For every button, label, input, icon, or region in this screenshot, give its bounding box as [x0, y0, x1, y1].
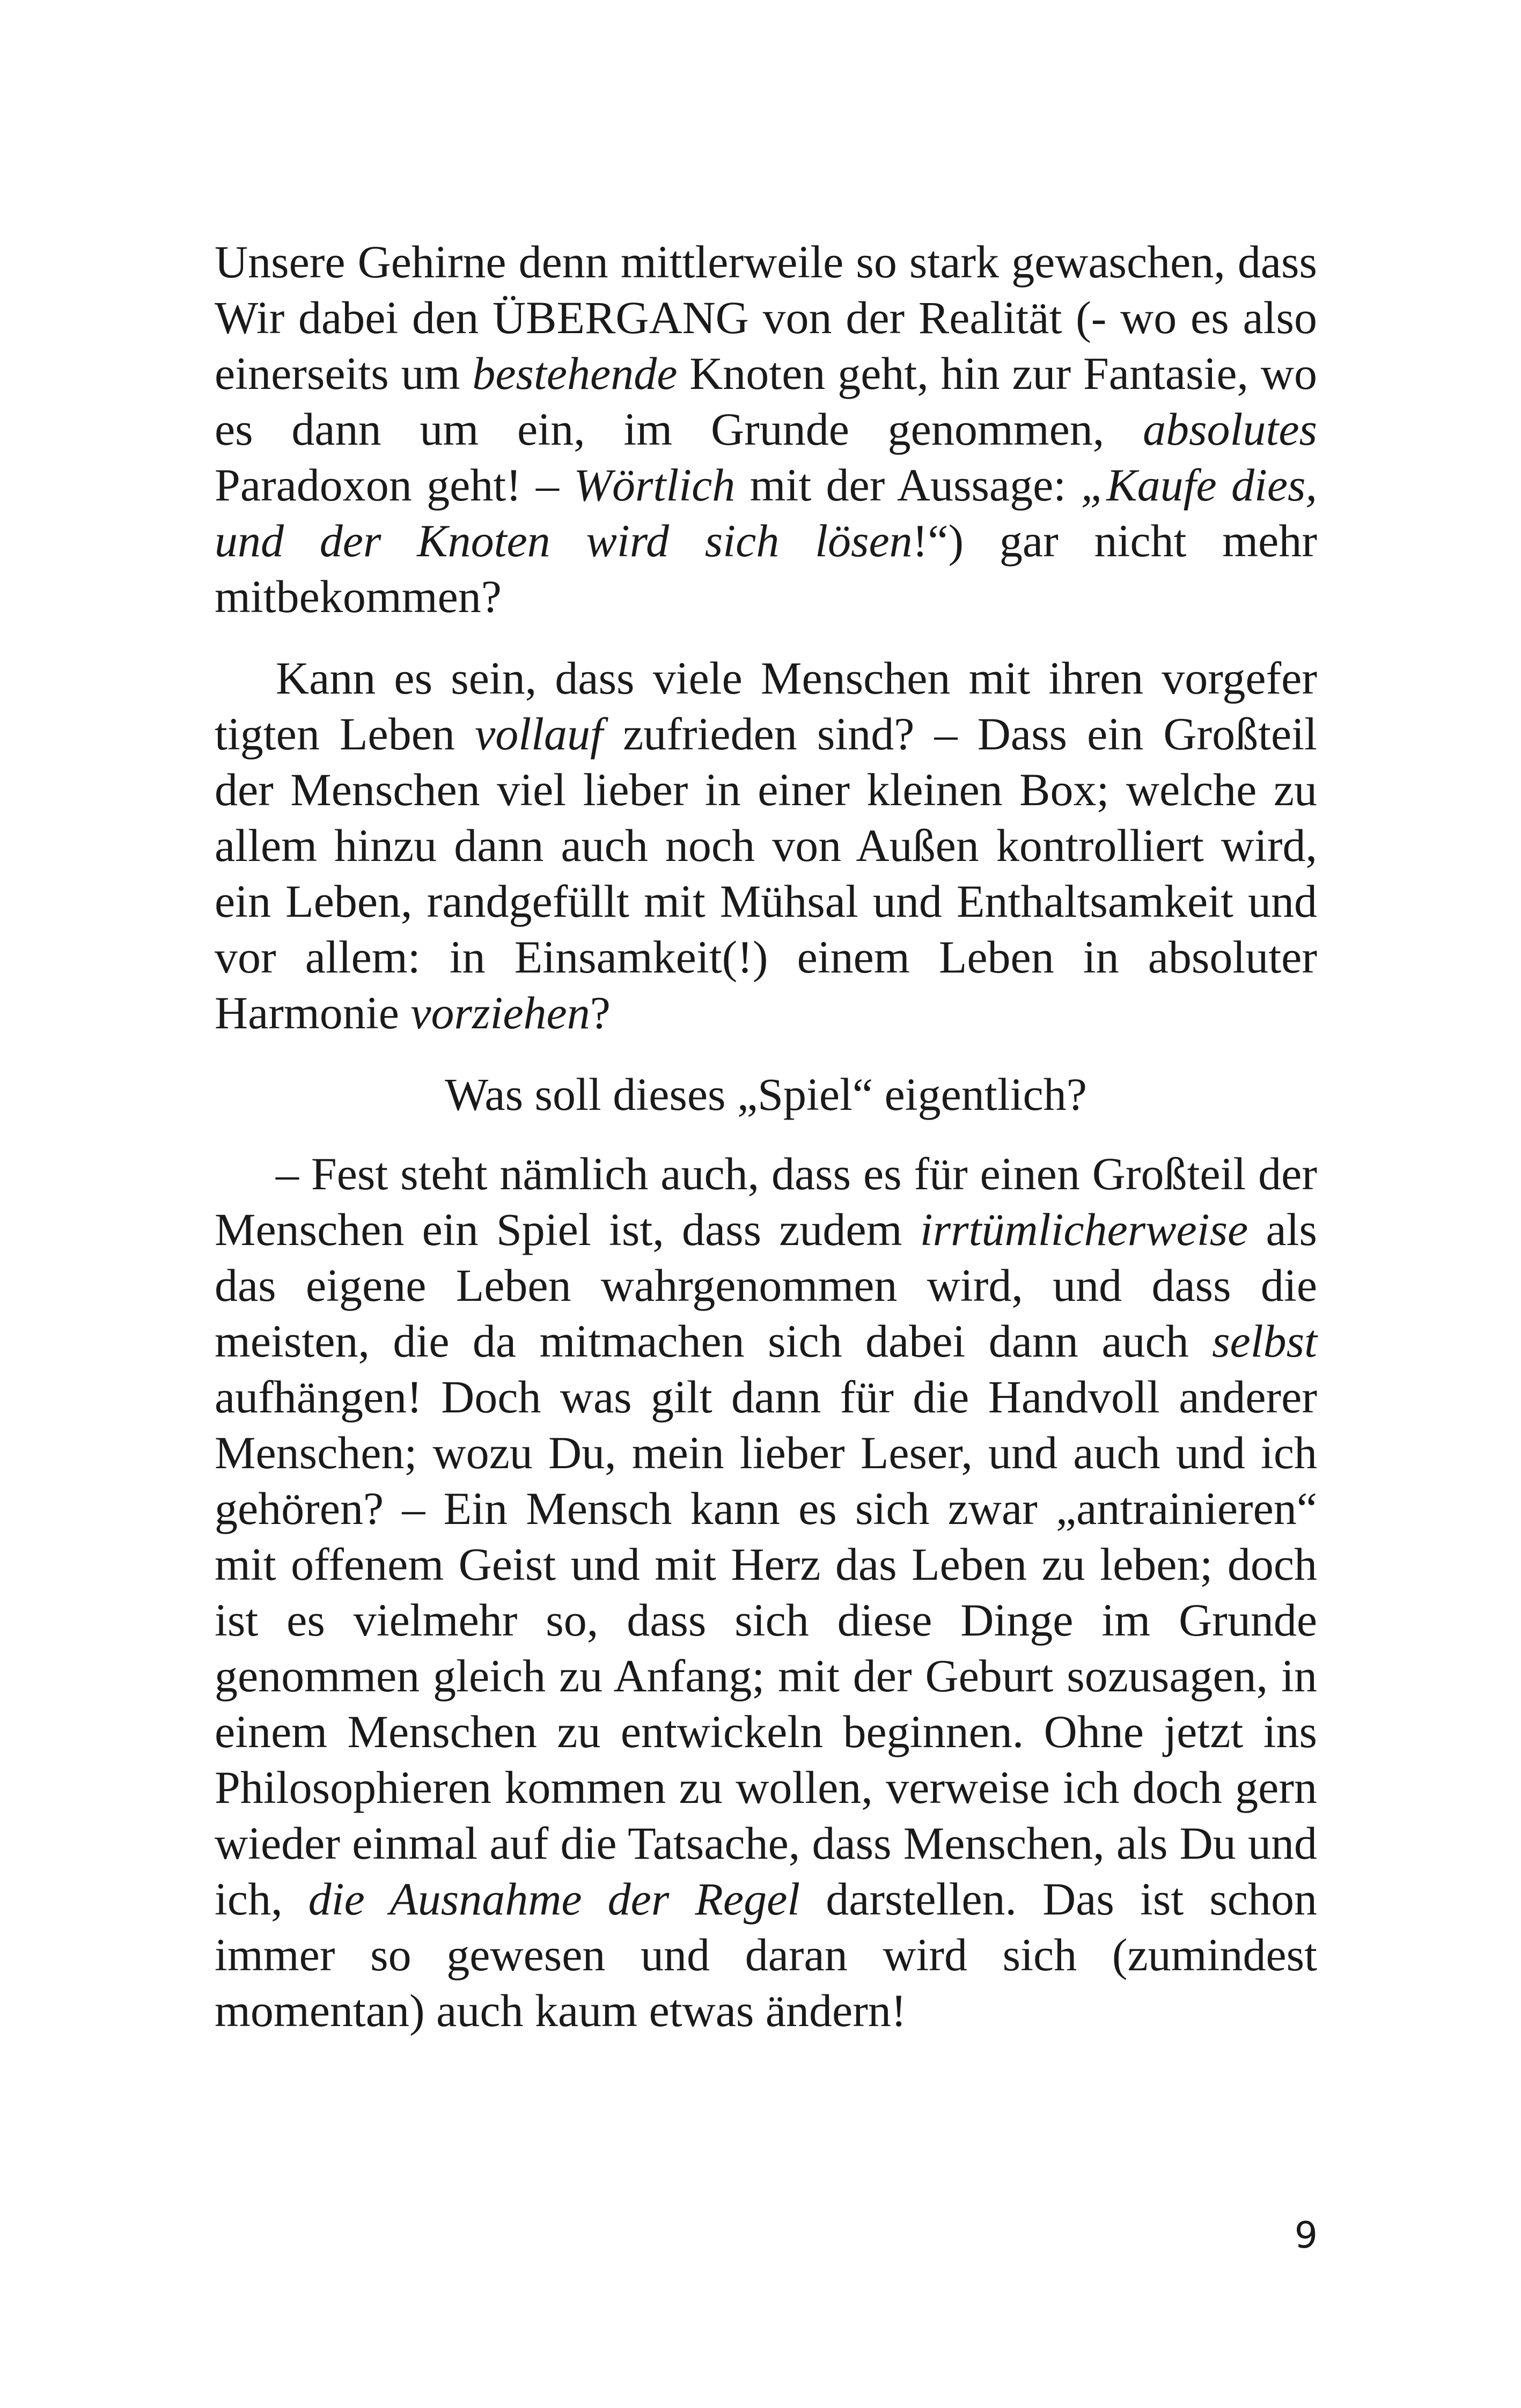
- text-run: !“) gar nicht mehr mitbekommen?: [215, 515, 1317, 622]
- italic-text: irrtümlicherweise: [920, 1204, 1248, 1255]
- italic-text: „Kaufe dies, und der Knoten wird sich lösen: [215, 459, 1317, 566]
- paragraph-1: [215, 234, 1317, 624]
- page-body: [215, 234, 1317, 2038]
- italic-text: selbst: [1212, 1315, 1317, 1367]
- centered-question: [215, 1066, 1317, 1122]
- text-run: Paradoxon geht! –: [215, 459, 574, 511]
- paragraph-2: [215, 650, 1317, 1041]
- italic-text: bestehende: [472, 348, 678, 399]
- page-number: 9: [1294, 2214, 1318, 2257]
- italic-text: Wörtlich: [574, 459, 736, 511]
- italic-text: absolutes: [1143, 403, 1317, 455]
- text-run: Unsere Gehirne denn mittlerweile so stark gewaschen, dass Wir dabei den ÜBERGANG von der Realität (- wo es also einerseits um: [215, 236, 1317, 399]
- text-run: – Fest steht nämlich auch, dass es für einen Großteil der Menschen ein Spiel ist, dass zudem: [215, 1148, 1317, 1255]
- text-run: Knoten geht, hin zur Fantasie, wo es dann um ein, im Grunde genommen,: [215, 348, 1317, 455]
- italic-text: vollauf: [475, 708, 603, 760]
- text-run: als das eigene Leben wahrgenommen wird, und dass die meisten, die da mitmachen sich dabei dann auch: [215, 1204, 1317, 1367]
- italic-text: die Ausnahme der Regel: [308, 1873, 800, 1925]
- text-run: darstellen. Das ist schon immer so gewesen und daran wird sich (zumindest momentan) auch kaum etwas ändern!: [215, 1873, 1317, 2036]
- text-run: mit der Aussage:: [735, 459, 1081, 511]
- text-run: aufhängen! Doch was gilt dann für die Handvoll anderer Menschen; wozu Du, mein lieber Leser, und auch und ich gehören? – Ein Mensch kann es sich zwar „antrainieren“ mit offenem Geist und mit Herz das Leben zu leben; doch ist es vielmehr so, dass sich diese Dinge im Grunde genommen gleich zu Anfang; mit der Geburt sozusagen, in einem Menschen zu entwickeln beginnen. Ohne jetzt ins Philosophieren kommen zu wollen, verweise ich doch gern wieder einmal auf die Tatsache, dass Menschen, als Du und ich,: [215, 1371, 1317, 1925]
- text-run: Kann es sein, dass viele Menschen mit ihren vorgefer tigten Leben: [215, 652, 1317, 760]
- paragraph-3: [215, 1146, 1317, 2038]
- text-run: Was soll dieses „Spiel“ eigentlich?: [445, 1069, 1087, 1120]
- text-run: ?: [590, 987, 611, 1039]
- italic-text: vorziehen: [410, 987, 590, 1039]
- text-run: zufrieden sind? – Dass ein Großteil der Menschen viel lieber in einer kleinen Box; welche zu allem hinzu dann auch noch von Außen kontrolliert wird, ein Leben, randgefüllt mit Mühsal und Enthaltsamkeit und vor allem: in Einsamkeit(!) einem Leben in absoluter Harmonie: [215, 708, 1317, 1039]
